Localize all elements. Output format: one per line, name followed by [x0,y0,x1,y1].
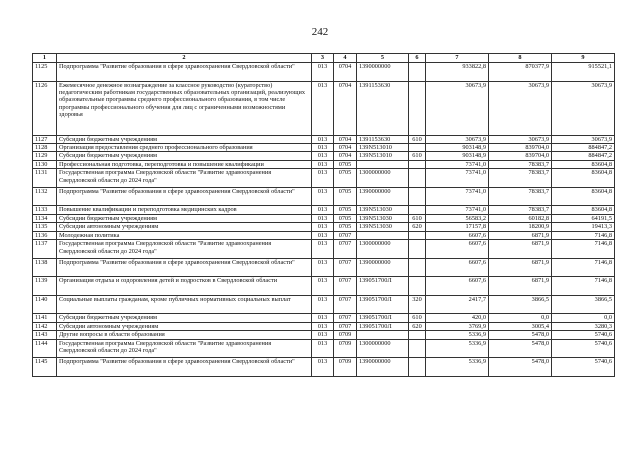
row-section: 0705 [334,206,357,214]
row-number: 1130 [33,160,57,168]
row-expense-type [409,231,426,239]
row-number: 1142 [33,322,57,330]
table-row [33,339,615,358]
row-amount-2: 6871,9 [489,231,552,239]
row-name: Субсидии автономным учреждениям [57,223,312,231]
table-row [33,258,615,277]
row-section: 0709 [334,331,357,339]
row-section: 0704 [334,81,357,135]
row-target-article: 139N513030 [357,214,409,222]
row-expense-type [409,240,426,259]
row-number: 1143 [33,331,57,339]
row-amount-3: 83604,8 [552,160,615,168]
row-amount-2: 839704,0 [489,152,552,160]
row-amount-1: 903148,9 [426,152,489,160]
row-amount-1: 73741,0 [426,206,489,214]
row-name: Организация отдыха и оздоровления детей и подростков в Свердловской области [57,277,312,296]
row-number: 1125 [33,63,57,82]
table-row [33,240,615,259]
row-code: 013 [312,169,334,188]
row-code: 013 [312,295,334,314]
row-amount-1: 420,0 [426,314,489,322]
row-section: 0707 [334,240,357,259]
row-amount-2: 78383,7 [489,187,552,206]
row-target-article: 139051700Л [357,295,409,314]
row-amount-2: 30673,9 [489,135,552,143]
row-section: 0704 [334,152,357,160]
row-name: Субсидии бюджетным учреждениям [57,152,312,160]
row-section: 0709 [334,339,357,358]
row-code: 013 [312,314,334,322]
row-number: 1139 [33,277,57,296]
row-section: 0709 [334,358,357,377]
row-expense-type [409,258,426,277]
row-amount-2: 60182,8 [489,214,552,222]
row-code: 013 [312,160,334,168]
row-amount-3: 5740,6 [552,358,615,377]
row-number: 1145 [33,358,57,377]
row-amount-2: 5478,0 [489,331,552,339]
row-number: 1132 [33,187,57,206]
row-code: 013 [312,135,334,143]
table-row [33,81,615,135]
row-number: 1134 [33,214,57,222]
row-amount-2: 3866,5 [489,295,552,314]
row-section: 0705 [334,214,357,222]
header-cell: 9 [552,54,615,63]
row-amount-3: 83604,8 [552,187,615,206]
row-amount-1: 6607,6 [426,240,489,259]
row-code: 013 [312,322,334,330]
row-name: Субсидии автономным учреждениям [57,322,312,330]
row-target-article: 139051700Л [357,314,409,322]
row-number: 1136 [33,231,57,239]
table-row [33,277,615,296]
row-expense-type: 620 [409,223,426,231]
header-cell: 5 [357,54,409,63]
row-expense-type [409,63,426,82]
row-target-article [357,331,409,339]
row-section: 0705 [334,187,357,206]
row-name: Подпрограмма "Развитие образования в сфере здравоохранения Свердловской области" [57,258,312,277]
row-target-article: 1300000000 [357,240,409,259]
row-number: 1129 [33,152,57,160]
row-amount-2: 3005,4 [489,322,552,330]
row-amount-3: 0,0 [552,314,615,322]
row-code: 013 [312,258,334,277]
table-row [33,322,615,330]
row-amount-2: 78383,7 [489,206,552,214]
row-number: 1131 [33,169,57,188]
row-amount-1: 6607,6 [426,231,489,239]
row-code: 013 [312,143,334,151]
row-code: 013 [312,358,334,377]
row-amount-3: 64191,5 [552,214,615,222]
row-section: 0707 [334,314,357,322]
row-amount-2: 5478,0 [489,339,552,358]
row-amount-1: 5336,9 [426,331,489,339]
row-name: Подпрограмма "Развитие образования в сфере здравоохранения Свердловской области" [57,358,312,377]
row-amount-1: 17157,8 [426,223,489,231]
row-amount-3: 30673,9 [552,135,615,143]
row-target-article [357,231,409,239]
row-number: 1133 [33,206,57,214]
row-name: Ежемесячное денежное вознаграждение за классное руководство (кураторство) педагогическим работникам государственных образовательных организаций, реализующих образовательные программы среднего профессионального образования, в том числе программы профессионального обучения для лиц с ограниченными возможностями здоровья [57,81,312,135]
row-amount-3: 7146,8 [552,258,615,277]
row-amount-2: 78383,7 [489,160,552,168]
header-cell: 1 [33,54,57,63]
row-amount-2: 6871,9 [489,240,552,259]
row-amount-1: 6607,6 [426,277,489,296]
row-number: 1138 [33,258,57,277]
row-amount-1: 5336,9 [426,339,489,358]
row-code: 013 [312,214,334,222]
table-row [33,187,615,206]
row-target-article: 1390000000 [357,187,409,206]
row-name: Молодежная политика [57,231,312,239]
row-amount-2: 18200,9 [489,223,552,231]
row-target-article: 1390000000 [357,258,409,277]
row-target-article: 139N513010 [357,143,409,151]
row-target-article: 139N513030 [357,206,409,214]
table-row [33,214,615,222]
row-amount-3: 83604,8 [552,169,615,188]
table-row [33,231,615,239]
row-target-article: 139051700Л [357,322,409,330]
row-amount-1: 56583,2 [426,214,489,222]
row-name: Подпрограмма "Развитие образования в сфере здравоохранения Свердловской области" [57,187,312,206]
row-expense-type [409,331,426,339]
row-target-article: 139N513030 [357,223,409,231]
row-code: 013 [312,152,334,160]
row-expense-type: 620 [409,322,426,330]
row-number: 1140 [33,295,57,314]
row-target-article: 139051700Л [357,277,409,296]
header-cell: 2 [57,54,312,63]
table-row [33,169,615,188]
row-amount-1: 73741,0 [426,169,489,188]
row-amount-2: 0,0 [489,314,552,322]
row-amount-2: 5478,0 [489,358,552,377]
header-cell: 6 [409,54,426,63]
row-number: 1144 [33,339,57,358]
row-code: 013 [312,231,334,239]
table-row [33,223,615,231]
row-target-article: 1391153630 [357,135,409,143]
row-amount-3: 7146,8 [552,277,615,296]
table-row [33,295,615,314]
table-row [33,152,615,160]
row-amount-1: 30673,9 [426,81,489,135]
row-code: 013 [312,240,334,259]
row-expense-type: 610 [409,152,426,160]
row-target-article: 1300000000 [357,339,409,358]
row-expense-type [409,169,426,188]
row-code: 013 [312,223,334,231]
row-expense-type: 610 [409,214,426,222]
row-name: Организация предоставления среднего профессионального образования [57,143,312,151]
row-name: Государственная программа Свердловской области "Развитие здравоохранения Свердловской области до 2024 года" [57,240,312,259]
row-amount-2: 6871,9 [489,277,552,296]
table-row [33,314,615,322]
row-target-article: 1390000000 [357,63,409,82]
table-row [33,160,615,168]
row-section: 0705 [334,223,357,231]
row-code: 013 [312,206,334,214]
row-expense-type: 320 [409,295,426,314]
budget-table [32,53,615,377]
row-code: 013 [312,187,334,206]
row-amount-2: 870377,9 [489,63,552,82]
row-amount-2: 6871,9 [489,258,552,277]
row-amount-1: 5336,9 [426,358,489,377]
row-expense-type [409,160,426,168]
header-row [33,54,615,63]
row-number: 1126 [33,81,57,135]
row-amount-1: 2417,7 [426,295,489,314]
table-row [33,331,615,339]
row-section: 0704 [334,63,357,82]
row-amount-3: 3280,3 [552,322,615,330]
table-row [33,63,615,82]
header-cell: 7 [426,54,489,63]
row-expense-type: 610 [409,314,426,322]
row-amount-2: 30673,9 [489,81,552,135]
row-section: 0707 [334,231,357,239]
row-amount-3: 30673,9 [552,81,615,135]
row-section: 0707 [334,322,357,330]
row-name: Другие вопросы в области образования [57,331,312,339]
row-amount-3: 884847,2 [552,152,615,160]
row-section: 0705 [334,169,357,188]
row-code: 013 [312,339,334,358]
page-number: 242 [311,26,329,38]
row-number: 1137 [33,240,57,259]
row-name: Субсидии бюджетным учреждениям [57,214,312,222]
row-code: 013 [312,277,334,296]
row-section: 0707 [334,277,357,296]
row-target-article: 1300000000 [357,169,409,188]
row-amount-3: 5740,6 [552,331,615,339]
row-number: 1128 [33,143,57,151]
table-row [33,135,615,143]
row-expense-type [409,206,426,214]
row-section: 0707 [334,258,357,277]
row-target-article: 139N513010 [357,152,409,160]
row-amount-1: 903148,9 [426,143,489,151]
header-cell: 3 [312,54,334,63]
row-section: 0704 [334,143,357,151]
row-amount-3: 3866,5 [552,295,615,314]
row-section: 0707 [334,295,357,314]
row-amount-2: 839704,0 [489,143,552,151]
row-amount-1: 3769,9 [426,322,489,330]
row-code: 013 [312,81,334,135]
row-name: Государственная программа Свердловской области "Развитие здравоохранения Свердловской области до 2024 года" [57,169,312,188]
row-amount-1: 30673,9 [426,135,489,143]
row-expense-type [409,277,426,296]
row-amount-1: 6607,6 [426,258,489,277]
row-expense-type [409,187,426,206]
row-name: Субсидии бюджетным учреждениям [57,135,312,143]
row-amount-3: 7146,8 [552,240,615,259]
row-amount-2: 78383,7 [489,169,552,188]
table-row [33,143,615,151]
row-number: 1127 [33,135,57,143]
row-amount-1: 933822,8 [426,63,489,82]
row-name: Профессиональная подготовка, переподготовка и повышение квалификации [57,160,312,168]
row-number: 1141 [33,314,57,322]
row-amount-3: 884847,2 [552,143,615,151]
row-name: Подпрограмма "Развитие образования в сфере здравоохранения Свердловской области" [57,63,312,82]
row-amount-3: 5740,6 [552,339,615,358]
row-code: 013 [312,63,334,82]
row-name: Государственная программа Свердловской области "Развитие здравоохранения Свердловской области до 2024 года" [57,339,312,358]
row-name: Повышение квалификации и переподготовка медицинских кадров [57,206,312,214]
row-name: Субсидии бюджетным учреждениям [57,314,312,322]
row-expense-type [409,143,426,151]
header-cell: 8 [489,54,552,63]
row-target-article: 1391153630 [357,81,409,135]
row-expense-type [409,339,426,358]
row-expense-type [409,358,426,377]
table-row [33,206,615,214]
row-amount-3: 915521,1 [552,63,615,82]
row-target-article: 1390000000 [357,358,409,377]
table-row [33,358,615,377]
row-expense-type: 610 [409,135,426,143]
row-amount-3: 7146,8 [552,231,615,239]
row-section: 0704 [334,135,357,143]
row-target-article [357,160,409,168]
header-cell: 4 [334,54,357,63]
row-amount-1: 73741,0 [426,160,489,168]
row-number: 1135 [33,223,57,231]
row-name: Социальные выплаты гражданам, кроме публичных нормативных социальных выплат [57,295,312,314]
row-amount-1: 73741,0 [426,187,489,206]
row-amount-3: 83604,8 [552,206,615,214]
row-amount-3: 19413,3 [552,223,615,231]
row-section: 0705 [334,160,357,168]
row-expense-type [409,81,426,135]
row-code: 013 [312,331,334,339]
